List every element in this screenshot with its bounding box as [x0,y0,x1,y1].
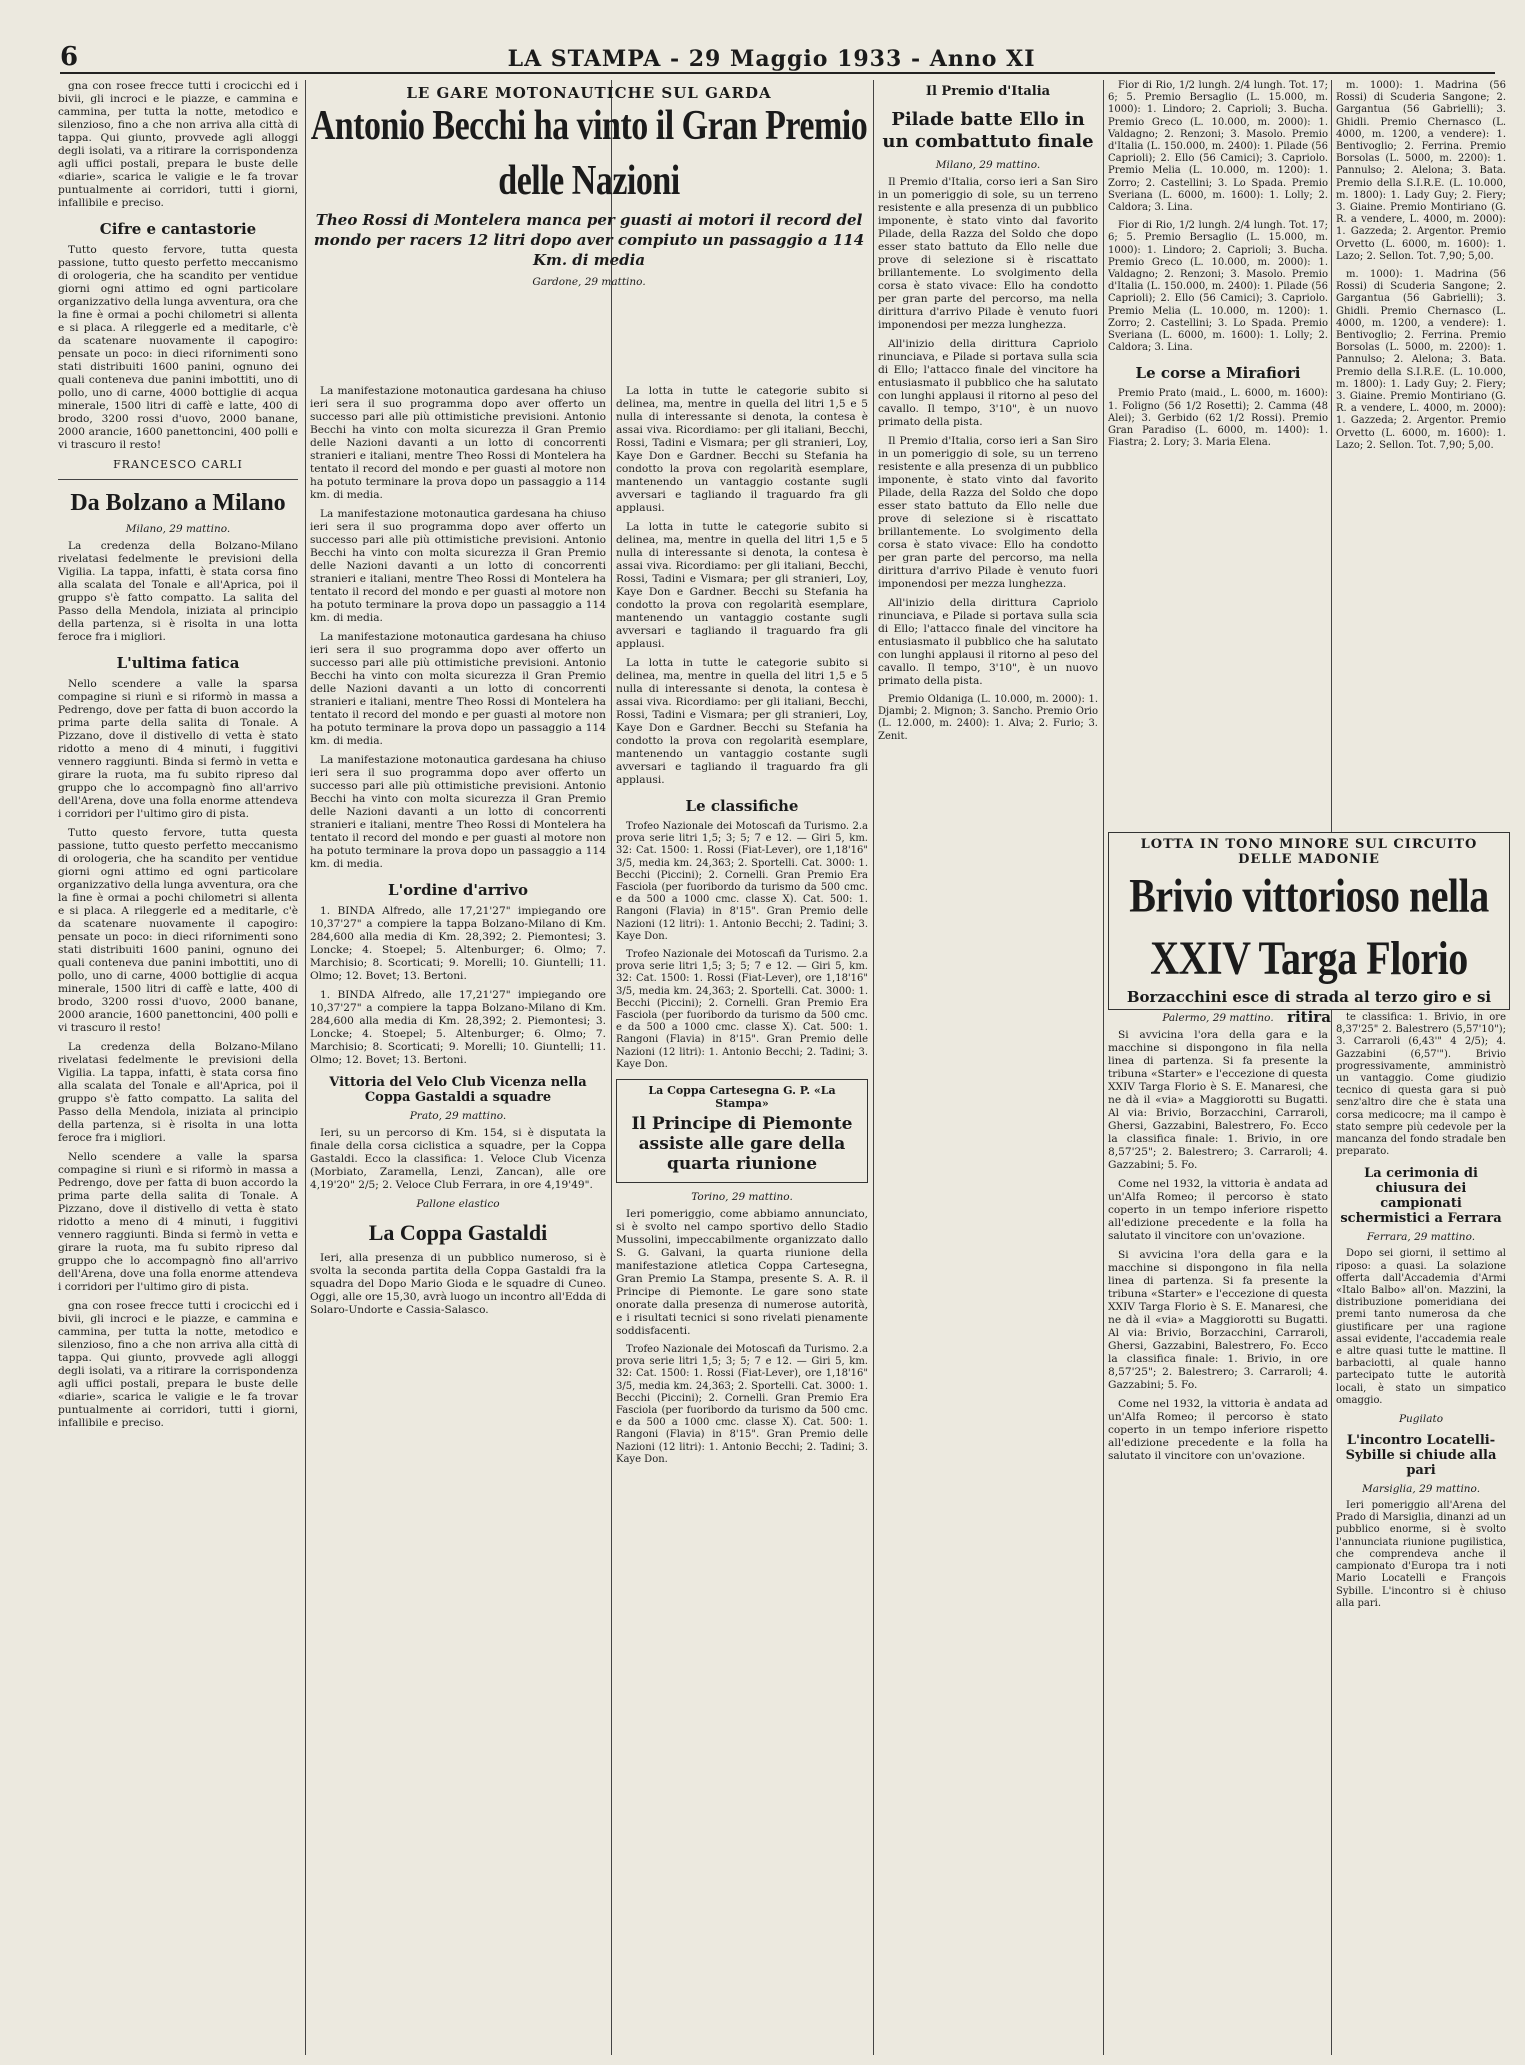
targa-body: Si avvicina l'ora della gara e la macchine si dispongono in fila nella linea di partenza. Si fa presente la tribuna «Starter» e l'eccezione di questa XXIV Targa Florio è S. E. Manaresi, che ne dà il «via» a Maggiorotti su Bugatti. Al via: Brivio, Borzacchini, Carraroli, Ghersi, Gazzabini, Balestrero, Fo. Ecco la classifica finale: 1. Brivio, in ore 8,57'25"; 2. Balestrero; 3. Carraroli; 4. Gazzabini; 5. Fo. [1108,1029,1328,1171]
premio-body2: All'inizio della dirittura Capriolo rinunciava, e Pilade si portava sulla scia di Ello; l'attacco finale del vincitore ha entusiasmato il pubblico che ha salutato con lunghi applausi il ritorno al peso del cavallo. Il tempo, 3'10", è un nuovo primato della pista. [878,338,1098,428]
ferrara-body: Dopo sei giorni, il settimo al riposo: a quasi. La solazione offerta dall'Accademia d'Armi «Italo Balbo» all'on. Mazzini, la distribuzione pomeridiana dei premi tanto numerosa da che giustificare per una ragione assai evidente, l'accademia reale e altre quasi tutte le mattine. Il barbaciotti, al quale hanno partecipato tutte le autorità locali, è stato un simpatico omaggio. [1336,1248,1506,1406]
column-2 [310,385,606,2055]
masthead [60,42,1495,74]
pugilato-head: L'incontro Locatelli-Sybille si chiude alla pari [1345,1433,1497,1479]
col1-intro-repeat: gna con rosee frecce tutti i crocicchi ed i bivii, gli incroci e le piazze, e cammina e cammina, per tutta la notte, metodico e silenzioso, fino a che non arriva alla città di tappa. Qui giunto, provvede agli alloggi degli isolati, va a ritirare la corrispondenza agli uffici postali, prepara le buste delle «diarie», scarica le valigie e le fa trovar puntualmente ai corridori, tutti i giorni, infallibile e preciso. [58,1300,298,1429]
motonautica-deck: Theo Rossi di Montelera manca per guasti ai motori il record del mondo per racers 12 litri dopo aver compiuto un passaggio a 114 Km. di media [313,211,865,269]
premio-body-cont: Il Premio d'Italia, corso ieri a San Siro in un pomeriggio di sole, su un terreno resistente e alla presenza di un pubblico imponente, è stato vinto dal favorito Pilade, della Razza del Soldo che dopo esser stato battuto da Ello nelle due prove di selezione si è riscattato brillantemente. Lo svolgimento della corsa è stato vivace: Ello ha condotto per gran parte del percorso, ma nella dirittura d'arrivo Pilade è venuto fuori imponendosi per mezza lunghezza. [878,435,1098,590]
premio-kicker: Il Premio d'Italia [925,84,1051,99]
col6-results: m. 1000): 1. Madrina (56 Rossi) di Scuderia Sangone; 2. Gargantua (56 Gabrielli); 3. Ghidli. Premio Chernasco (L. 4000, m. 1200, a vendere): 1. Bentivoglio; 2. Ferrina. Premio Borsolas (L. 5000, m. 2200): 1. Pannulso; 2. Alelona; 3. Bata. Premio della S.I.R.E. (L. 10.000, m. 1800): 1. Lady Guy; 2. Fiery; 3. Giaine. Premio Montiriano (G. R. a vendere, L. 4000, m. 2000): 1. Gazzeda; 2. Argentor. Premio Orvetto (L. 6000, m. 1600): 1. Lazo; 2. Sellon. Tot. 7,90; 5,00. [1336,80,1506,262]
targa-body-cont: Si avvicina l'ora della gara e la macchine si dispongono in fila nella linea di partenza. Si fa presente la tribuna «Starter» e l'eccezione di questa XXIV Targa Florio è S. E. Manaresi, che ne dà il «via» a Maggiorotti su Bugatti. Al via: Brivio, Borzacchini, Carraroli, Ghersi, Gazzabini, Balestrero, Fo. Ecco la classifica finale: 1. Brivio, in ore 8,57'25"; 2. Balestrero; 3. Carraroli; 4. Gazzabini; 5. Fo. [1108,1249,1328,1391]
targa-column-2 [1336,1012,1506,2052]
targa-body2: Come nel 1932, la vittoria è andata ad un'Alfa Romeo; il percorso è stato coperto in un tempo inferiore rispetto all'edizione precedente e la folla ha salutato il vincitore con un'ovazione. [1108,1178,1328,1242]
page-number: 6 [60,42,79,72]
paper-line: LA STAMPA - 29 Maggio 1933 - Anno XI [507,46,1036,72]
column-6 [1336,80,1506,825]
premio-body2-cont: All'inizio della dirittura Capriolo rinunciava, e Pilade si portava sulla scia di Ello; l'attacco finale del vincitore ha entusiasmato il pubblico che ha salutato con lunghi applausi il ritorno al peso del cavallo. Il tempo, 3'10", è un nuovo primato della pista. [878,597,1098,687]
col2-body-cont3: La manifestazione motonautica gardesana ha chiuso ieri sera il suo programma dopo aver offerto un successo pari alle più ottimistiche previsioni. Antonio Becchi ha vinto con molta sicurezza il Gran Premio delle Nazioni davanti a un lotto di concorrenti stranieri e italiani, mentre Theo Rossi di Montelera ha tentato il record del mondo e per guasti al motore non ha potuto terminare la prova dopo un passaggio a 114 km. di media. [310,754,606,870]
targa-column-1 [1108,1012,1328,2052]
col3-dateline-coppa: Torino, 29 mattino. [691,1191,793,1204]
mirafiori-results: Premio Prato (maid., L. 6000, m. 1600): 1. Foligno (56 1/2 Rosetti); 2. Camma (48 Alei); 3. Gerbido (62 1/2 Rossi). Premio Gran Paradiso (L. 6000, m. 1400): 1. Fiastra; 2. Lory; 3. Maria Elena. [1108,388,1328,449]
premio-results: Premio Oldaniga (L. 10.000, m. 2000): 1. Djambi; 2. Mignon; 3. Sancho. Premio Orio (L. 12.000, m. 2400): 1. Alva; 2. Furio; 3. Zenit. [878,694,1098,742]
column-5 [1108,80,1328,825]
targa-dateline: Palermo, 29 mattino. [1162,1012,1274,1024]
mirafiori-head: Le corse a Mirafiori [1135,364,1301,383]
col2-dateline-vicenza: Prato, 29 mattino. [409,1110,507,1122]
col2-body-vicenza: Ieri, su un percorso di Km. 154, si è disputata la finale della corsa ciclistica a squadre, per la Coppa Gastaldi. Ecco la classifica: 1. Veloce Club Vicenza (Morbiato, Zaramella, Lenzi, Zancan), alle ore 4,19'20" 2/5; 2. Veloce Club Ferrara, in ore 4,19'49". [310,1127,606,1191]
col1-body2-repeat: La credenza della Bolzano-Milano rivelatasi fedelmente le previsioni della Vigilia. La tappa, infatti, è stata corsa fino alla scalata del Tonale e all'Aprica, poi il gruppo s'è fatto compatto. La salita del Passo della Mendola, iniziata al principio della partenza, si è risolta in una lotta feroce fra i migliori. [58,1041,298,1144]
col3-classifiche-cont: Trofeo Nazionale dei Motoscafi da Turismo. 2.a prova serie litri 1,5; 3; 5; 7 e 12. — Giri 5, km. 32: Cat. 1500: 1. Rossi (Fiat-Lever), ore 1,18'16" 3/5, media km. 24,363; 2. Sportelli. Cat. 3000: 1. Becchi (Piccini); 2. Cornelli. Gran Premio Era Fasciola (per fuoribordo da turismo da 500 cmc. e da 500 a 1000 cmc. classe X). Cat. 500: 1. Rangoni (Flavia) in 8'15". Gran Premio delle Nazioni (12 litri): 1. Antonio Becchi; 2. Tadini; 3. Kaye Don. [616,949,868,1070]
col1-body1-repeat: Tutto questo fervore, tutta questa passione, tutto questo perfetto meccanismo di orologeria, che ha scandito per ventidue giorni ogni attimo ed ogni particolare organizzativo della lunga avventura, ora che la fine è ormai a pochi chilometri si allenta e si placa. A rileggerle ed a meditarle, c'è da scatenare nuovamente il capogiro: pensate un poco: in dieci rifornimenti sono stati distribuiti 1600 panini, ognuno dei quali conteneva due panini imbottiti, uno di pollo, uno di carne, 4000 bottiglie di acqua minerale, 1500 litri di caffè e latte, 400 di brodo, 3200 rossi d'uovo, 2000 banane, 2000 arancie, 1600 panettoncini, 400 polli e vi trascuro il resto! [58,827,298,1034]
col2-body-cont: La manifestazione motonautica gardesana ha chiuso ieri sera il suo programma dopo aver offerto un successo pari alle più ottimistiche previsioni. Antonio Becchi ha vinto con molta sicurezza il Gran Premio delle Nazioni davanti a un lotto di concorrenti stranieri e italiani, mentre Theo Rossi di Montelera ha tentato il record del mondo e per guasti al motore non ha potuto terminare la prova dopo un passaggio a 114 km. di media. [310,508,606,624]
col2-kicker-pallone: Pallone elastico [416,1198,500,1210]
col2-body-coppa: Ieri, alla presenza di un pubblico numeroso, si è svolta la seconda partita della Coppa Gastaldi fra la squadra del Dopo Mario Gioda e le squadre di Cuneo. Oggi, alle ore 15,30, avrà luogo un incontro all'Edda di Solaro-Undorte e Cassia-Salasco. [310,1252,606,1316]
targa-banner: LOTTA IN TONO MINORE SUL CIRCUITO DELLE MADONIE [1140,837,1478,867]
col3-subhead-classifiche: Le classifiche [685,797,799,815]
col1-body3-repeat: Nello scendere a valle la sparsa compagine si riunì e si riformò in massa a Pedrengo, dove per fatta di buon accordo la prima parte della salita di Tonale. A Pizzano, dove il distivello di vetta è stato ridotto a meno di 4 minuti, i fuggitivi vennero raggiunti. Binda si fermò in vetta e girare la ruota, ma fu subito ripreso dal gruppo che lo accompagnò fino all'arrivo dell'Arena, dove una folla enorme attendeva i corridori per l'ultimo giro di pista. [58,1151,298,1293]
col3-body-cont: La lotta in tutte le categorie subito si delinea, ma, mentre in quella del litri 1,5 e 5 nulla di interessante si denota, la contesa è assai viva. Ricordiamo: per gli italiani, Becchi, Rossi, Tadini e Vismara; per gli stranieri, Loy, Kaye Don e Gardner. Becchi su Stefania ha condotto la prova con regolarità esemplare, mantenendo un vantaggio costante sugli avversari e tagliando il traguardo fra gli applausi. [616,521,868,650]
col1-body1: Tutto questo fervore, tutta questa passione, tutto questo perfetto meccanismo di orologeria, che ha scandito per ventidue giorni ogni attimo ed ogni particolare organizzativo della lunga avventura, ora che la fine è ormai a pochi chilometri si allenta e si placa. A rileggerle ed a meditarle, c'è da scatenare nuovamente il capogiro: pensate un poco: in dieci rifornimenti sono stati distribuiti 1600 panini, ognuno dei quali conteneva due panini imbottiti, uno di pollo, uno di carne, 4000 bottiglie di acqua minerale, 1500 litri di caffè e latte, 400 di brodo, 3200 rossi d'uovo, 2000 banane, 2000 arancie, 1600 panettoncini, 400 polli e vi trascuro il resto! [58,244,298,451]
targa-deck: Borzacchini esce di strada al terzo giro e si ritira [1126,988,1492,1026]
col2-body: La manifestazione motonautica gardesana ha chiuso ieri sera il suo programma dopo aver offerto un successo pari alle più ottimistiche previsioni. Antonio Becchi ha vinto con molta sicurezza il Gran Premio delle Nazioni davanti a un lotto di concorrenti stranieri e italiani, mentre Theo Rossi di Montelera ha tentato il record del mondo e per guasti al motore non ha potuto terminare la prova dopo un passaggio a 114 km. di media. [310,385,606,501]
col3-body: La lotta in tutte le categorie subito si delinea, ma, mentre in quella del litri 1,5 e 5 nulla di interessante si denota, la contesa è assai viva. Ricordiamo: per gli italiani, Becchi, Rossi, Tadini e Vismara; per gli stranieri, Loy, Kaye Don e Gardner. Becchi su Stefania ha condotto la prova con regolarità esemplare, mantenendo un vantaggio costante sugli avversari e tagliando il traguardo fra gli applausi. [616,385,868,514]
col1-body3: Nello scendere a valle la sparsa compagine si riunì e si riformò in massa a Pedrengo, dove per fatta di buon accordo la prima parte della salita di Tonale. A Pizzano, dove il distivello di vetta è stato ridotto a meno di 4 minuti, i fuggitivi vennero raggiunti. Binda si fermò in vetta e girare la ruota, ma fu subito ripreso dal gruppo che lo accompagnò fino all'arrivo dell'Arena, dove una folla enorme attendeva i corridori per l'ultimo giro di pista. [58,678,298,820]
chiusura-head: La cerimonia di chiusura dei campionati schermistici a Ferrara [1340,1166,1502,1227]
premio-head: Pilade batte Ello in un combattuto finale [882,109,1094,152]
ferrara-dateline: Ferrara, 29 mattino. [1366,1231,1476,1244]
col1-dateline2: Milano, 29 mattino. [125,523,231,535]
column-4 [878,80,1098,1140]
targa-headline: Brivio vittorioso nella XXIV Targa Florio [1129,868,1489,985]
col3-classifiche: Trofeo Nazionale dei Motoscafi da Turismo. 2.a prova serie litri 1,5; 3; 5; 7 e 12. — Giri 5, km. 32: Cat. 1500: 1. Rossi (Fiat-Lever), ore 1,18'16" 3/5, media km. 24,363; 2. Sportelli. Cat. 3000: 1. Becchi (Piccini); 2. Cornelli. Gran Premio Era Fasciola (per fuoribordo da turismo da 500 cmc. e da 500 a 1000 cmc. classe X). Cat. 500: 1. Rangoni (Flavia) in 8'15". Gran Premio delle Nazioni (12 litri): 1. Antonio Becchi; 2. Tadini; 3. Kaye Don. [616,821,868,942]
col2-ordine: 1. BINDA Alfredo, alle 17,21'27" impiegando ore 10,37'27" a compiere la tappa Bolzano-Milano di Km. 284,600 alla media di Km. 28,392; 2. Piemontesi; 3. Loncke; 4. Stoepel; 5. Altenburger; 6. Olmo; 7. Marchisio; 8. Scorticati; 9. Morelli; 10. Giuntelli; 11. Olmo; 12. Bovet; 13. Bertoni. [310,905,606,982]
col1-body2: La credenza della Bolzano-Milano rivelatasi fedelmente le previsioni della Vigilia. La tappa, infatti, è stata corsa fino alla scalata del Tonale e all'Aprica, poi il gruppo s'è fatto compatto. La salita del Passo della Mendola, iniziata al principio della partenza, si è risolta in una lotta feroce fra i migliori. [58,540,298,643]
col2-ordine-cont: 1. BINDA Alfredo, alle 17,21'27" impiegando ore 10,37'27" a compiere la tappa Bolzano-Milano di Km. 284,600 alla media di Km. 28,392; 2. Piemontesi; 3. Loncke; 4. Stoepel; 5. Altenburger; 6. Olmo; 7. Marchisio; 8. Scorticati; 9. Morelli; 10. Giuntelli; 11. Olmo; 12. Bovet; 13. Bertoni. [310,989,606,1066]
targa-col2-body: te classifica: 1. Brivio, in ore 8,37'25" 2. Balestrero (5,57'10"); 3. Carraroli (6,43'" 4 2/5); 4. Gazzabini (6,57'"). Brivio progressivamente, amministrò un vantaggio. Come giudizio tecnico di questa gara si può senz'altro dire che è stata una corsa medicocre; ma il campo è stato sempre più cedevole per la mancanza del fondo stradale ben preparato. [1336,1012,1506,1158]
col2-body-cont2: La manifestazione motonautica gardesana ha chiuso ieri sera il suo programma dopo aver offerto un successo pari alle più ottimistiche previsioni. Antonio Becchi ha vinto con molta sicurezza il Gran Premio delle Nazioni davanti a un lotto di concorrenti stranieri e italiani, mentre Theo Rossi di Montelera ha tentato il record del mondo e per guasti al motore non ha potuto terminare la prova dopo un passaggio a 114 km. di media. [310,631,606,747]
targa-body2-cont: Come nel 1932, la vittoria è andata ad un'Alfa Romeo; il percorso è stato coperto in un tempo inferiore rispetto all'edizione precedente e la folla ha salutato il vincitore con un'ovazione. [1108,1398,1328,1462]
col1-intro: gna con rosee frecce tutti i crocicchi ed i bivii, gli incroci e le piazze, e cammina e cammina, per tutta la notte, metodico e silenzioso, fino a che non arriva alla città di tappa. Qui giunto, provvede agli alloggi degli isolati, va a ritirare la corrispondenza agli uffici postali, prepara le buste delle «diarie», scarica le valigie e le fa trovar puntualmente ai corridori, tutti i giorni, infallibile e preciso. [58,80,298,209]
col2-head-coppa: La Coppa Gastaldi [368,1220,548,1245]
coppa-kicker: La Coppa Cartesegna G. P. «La Stampa» [648,1084,836,1111]
motonautica-headline: Antonio Becchi ha vinto il Gran Premio delle Nazioni [310,102,868,204]
marsiglia-dateline: Marsiglia, 29 mattino. [1361,1483,1481,1496]
col5-results-cont: Fior di Rio, 1/2 lungh. 2/4 lungh. Tot. 17; 6; 5. Premio Bersaglio (L. 15.000, m. 1000): 1. Lindoro; 2. Caprioli; 3. Bucha. Premio Greco (L. 10.000, m. 2000): 1. Valdagno; 2. Renzoni; 3. Masolo. Premio d'Italia (L. 150.000, m. 2400): 1. Pilade (56 Caprioli); 2. Ello (56 Camici); 3. Capriolo. Premio Melia (L. 10.000, m. 1200): 1. Zorro; 2. Castellini; 3. Lo Spada. Premio Sveriana (L. 6000, m. 1600): 1. Lolly; 2. Caldora; 3. Lina. [1108,220,1328,354]
col2-subhead-vicenza: Vittoria del Velo Club Vicenza nella Coppa Gastaldi a squadre [329,1075,587,1105]
col3-body-cont2: La lotta in tutte le categorie subito si delinea, ma, mentre in quella del litri 1,5 e 5 nulla di interessante si denota, la contesa è assai viva. Ricordiamo: per gli italiani, Becchi, Rossi, Tadini e Vismara; per gli stranieri, Loy, Kaye Don e Gardner. Becchi su Stefania ha condotto la prova con regolarità esemplare, mantenendo un vantaggio costante sugli avversari e tagliando il traguardo fra gli applausi. [616,657,868,786]
motonautica-dateline: Gardone, 29 mattino. [532,276,646,288]
signature: FRANCESCO CARLI [113,458,243,471]
pugilato-kicker: Pugilato [1398,1413,1444,1426]
motonautica-header [310,80,868,380]
column-3 [616,385,868,2055]
col1-head-bolzano: Da Bolzano a Milano [70,490,286,516]
col2-subhead-ordine: L'ordine d'arrivo [388,881,528,899]
premio-dateline: Milano, 29 mattino. [935,159,1041,171]
coppa-cartesegna-box [616,1079,868,1183]
col3-body-coppa-cont: Trofeo Nazionale dei Motoscafi da Turismo. 2.a prova serie litri 1,5; 3; 5; 7 e 12. — Giri 5, km. 32: Cat. 1500: 1. Rossi (Fiat-Lever), ore 1,18'16" 3/5, media km. 24,363; 2. Sportelli. Cat. 3000: 1. Becchi (Piccini); 2. Cornelli. Gran Premio Era Fasciola (per fuoribordo da turismo da 500 cmc. e da 500 a 1000 cmc. classe X). Cat. 500: 1. Rangoni (Flavia) in 8'15". Gran Premio delle Nazioni (12 litri): 1. Antonio Becchi; 2. Tadini; 3. Kaye Don. [616,1344,868,1465]
col3-body-coppa: Ieri pomeriggio, come abbiamo annunciato, si è svolto nel campo sportivo dello Stadio Mussolini, impeccabilmente organizzato dallo S. G. Galvani, la quarta riunione della manifestazione atletica Coppa Cartesegna, Gran Premio La Stampa, presente S. A. R. il Principe di Piemonte. Le gare sono state onorate dalla presenza di numerose autorità, e i risultati tecnici si sono rivelati pienamente soddisfacenti. [616,1208,868,1338]
column-1 [58,80,298,2055]
motonautica-banner: LE GARE MOTONAUTICHE SUL GARDA [406,84,772,102]
col1-subhead-fatica: L'ultima fatica [116,654,240,672]
col6-results-cont: m. 1000): 1. Madrina (56 Rossi) di Scuderia Sangone; 2. Gargantua (56 Gabrielli); 3. Ghidli. Premio Chernasco (L. 4000, m. 1200, a vendere): 1. Bentivoglio; 2. Ferrina. Premio Borsolas (L. 5000, m. 2200): 1. Pannulso; 2. Alelona; 3. Bata. Premio della S.I.R.E. (L. 10.000, m. 1800): 1. Lady Guy; 2. Fiery; 3. Giaine. Premio Montiriano (G. R. a vendere, L. 4000, m. 2000): 1. Gazzeda; 2. Argentor. Premio Orvetto (L. 6000, m. 1600): 1. Lazo; 2. Sellon. Tot. 7,90; 5,00. [1336,269,1506,451]
pugilato-body: Ieri pomeriggio all'Arena del Prado di Marsiglia, dinanzi ad un pubblico enorme, si è svolto l'annunciata riunione pugilistica, che comprendeva anche il campionato d'Europa tra i noti Mario Locatelli e François Sybille. L'incontro si è chiuso alla pari. [1336,1500,1506,1609]
premio-body: Il Premio d'Italia, corso ieri a San Siro in un pomeriggio di sole, su un terreno resistente e alla presenza di un pubblico imponente, è stato vinto dal favorito Pilade, della Razza del Soldo che dopo esser stato battuto da Ello nelle due prove di selezione si è riscattato brillantemente. Lo svolgimento della corsa è stato vivace: Ello ha condotto per gran parte del percorso, ma nella dirittura d'arrivo Pilade è venuto fuori imponendosi per mezza lunghezza. [878,176,1098,331]
col1-subhead-cifre: Cifre e cantastorie [99,220,257,238]
col5-results: Fior di Rio, 1/2 lungh. 2/4 lungh. Tot. 17; 6; 5. Premio Bersaglio (L. 15.000, m. 1000): 1. Lindoro; 2. Caprioli; 3. Bucha. Premio Greco (L. 10.000, m. 2000): 1. Valdagno; 2. Renzoni; 3. Masolo. Premio d'Italia (L. 150.000, m. 2400): 1. Pilade (56 Caprioli); 2. Ello (56 Camici); 3. Capriolo. Premio Melia (L. 10.000, m. 1200): 1. Zorro; 2. Castellini; 3. Lo Spada. Premio Sveriana (L. 6000, m. 1600): 1. Lolly; 2. Caldora; 3. Lina. [1108,80,1328,214]
coppa-head: Il Principe di Piemonte assiste alle gare della quarta riunione [631,1114,853,1175]
